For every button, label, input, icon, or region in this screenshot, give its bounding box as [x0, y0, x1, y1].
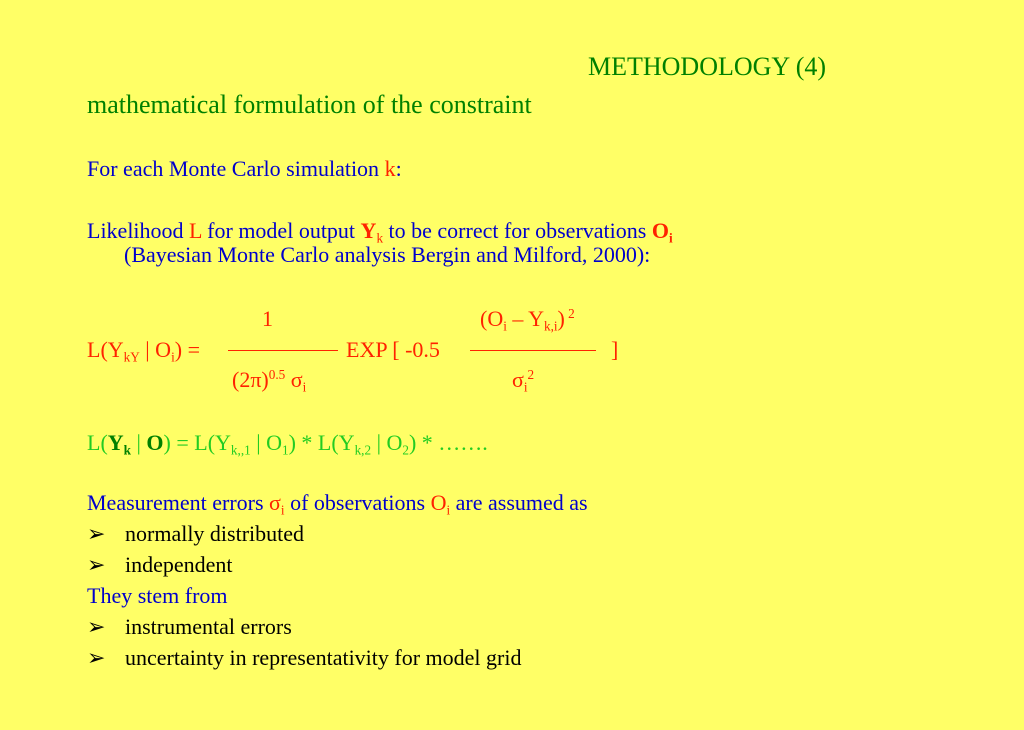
num-right-exp: 2: [564, 306, 575, 322]
prod-s3: k,2: [354, 442, 372, 458]
formula-numerator-left: 1: [262, 306, 273, 331]
prod-Y-bold: Y: [107, 430, 124, 455]
num-right-c: ): [557, 306, 565, 331]
likelihood-Y-sub: k: [376, 230, 384, 246]
for-each-text: For each Monte Carlo simulation: [87, 156, 385, 181]
lhs-c: ) =: [174, 337, 200, 362]
num-right-a: (O: [480, 306, 504, 331]
prod-s2: 1: [282, 442, 289, 458]
prod-s1: k,,1: [230, 442, 251, 458]
arrow-bullet-icon: ➢: [87, 552, 106, 577]
formula-denominator-right: [512, 367, 534, 393]
list-item: [87, 614, 292, 640]
prod-f: | O: [371, 430, 403, 455]
num-right-ki: k,i: [543, 318, 558, 334]
list-item: [87, 521, 304, 547]
list-item: [87, 645, 521, 671]
formula-lhs: [87, 337, 200, 363]
den-right-sigma: σ: [512, 367, 524, 392]
lhs-a: L(Y: [87, 337, 124, 362]
den-left-a: (2π): [232, 367, 269, 392]
likelihood-O: O: [651, 218, 669, 243]
slide-subtitle: mathematical formulation of the constraint: [87, 90, 532, 119]
formula-close-bracket: ]: [611, 337, 619, 362]
slide-title: METHODOLOGY (4): [588, 52, 827, 81]
fraction-bar-left: [228, 350, 338, 351]
list-item-label: instrumental errors: [125, 614, 292, 639]
prod-c: ) = L(Y: [163, 430, 231, 455]
num-right-b: – Y: [506, 306, 544, 331]
arrow-bullet-icon: ➢: [87, 645, 106, 670]
den-left-exp: 0.5: [268, 367, 286, 383]
likelihood-text-2: for model output: [201, 218, 361, 243]
likelihood-Y: Y: [360, 218, 377, 243]
lhs-kY: kY: [123, 349, 140, 365]
formula-exp: EXP [ -0.5: [346, 337, 440, 362]
den-right-exp: 2: [527, 367, 535, 383]
arrow-bullet-icon: ➢: [87, 614, 106, 639]
list-item-label: independent: [125, 552, 233, 577]
formula-denominator-left: [232, 367, 306, 393]
meas-O: O: [430, 490, 447, 515]
for-each-line: [87, 156, 402, 182]
measurement-line: [87, 490, 588, 516]
prod-g: ) * …….: [408, 430, 488, 455]
prod-s4: 2: [402, 442, 409, 458]
list-item: [87, 552, 233, 578]
lhs-i: i: [171, 349, 175, 365]
prod-O-bold: O: [146, 430, 164, 455]
list-item-label: uncertainty in representativity for model grid: [125, 645, 522, 670]
likelihood-L: L: [189, 218, 202, 243]
stem-heading: They stem from: [87, 583, 228, 608]
list-item-label: normally distributed: [125, 521, 305, 546]
product-line: [87, 430, 488, 456]
likelihood-O-sub: i: [668, 230, 673, 246]
den-left-i: i: [302, 379, 307, 395]
for-each-k: k: [384, 156, 396, 181]
likelihood-reference: (Bayesian Monte Carlo analysis Bergin and Milford, 2000):: [124, 242, 651, 267]
meas-text-2: of observations: [284, 490, 431, 515]
likelihood-text-3: to be correct for observations: [383, 218, 652, 243]
meas-sigma: σ: [269, 490, 281, 515]
likelihood-line: [87, 218, 673, 244]
meas-sigma-sub: i: [280, 502, 285, 518]
prod-Y-sub: k: [123, 442, 131, 458]
prod-b: |: [131, 430, 147, 455]
formula-numerator-right: [480, 306, 575, 332]
meas-text-3: are assumed as: [450, 490, 588, 515]
num-right-i: i: [503, 318, 507, 334]
meas-text-1: Measurement errors: [87, 490, 270, 515]
den-right-i: i: [523, 379, 528, 395]
for-each-colon: :: [395, 156, 402, 181]
likelihood-text-1: Likelihood: [87, 218, 190, 243]
fraction-bar-right: [470, 350, 596, 351]
prod-d: | O: [250, 430, 282, 455]
prod-e: ) * L(Y: [288, 430, 355, 455]
den-left-sigma: σ: [285, 367, 303, 392]
arrow-bullet-icon: ➢: [87, 521, 106, 546]
prod-a: L(: [87, 430, 108, 455]
lhs-b: | O: [139, 337, 172, 362]
meas-O-sub: i: [446, 502, 451, 518]
